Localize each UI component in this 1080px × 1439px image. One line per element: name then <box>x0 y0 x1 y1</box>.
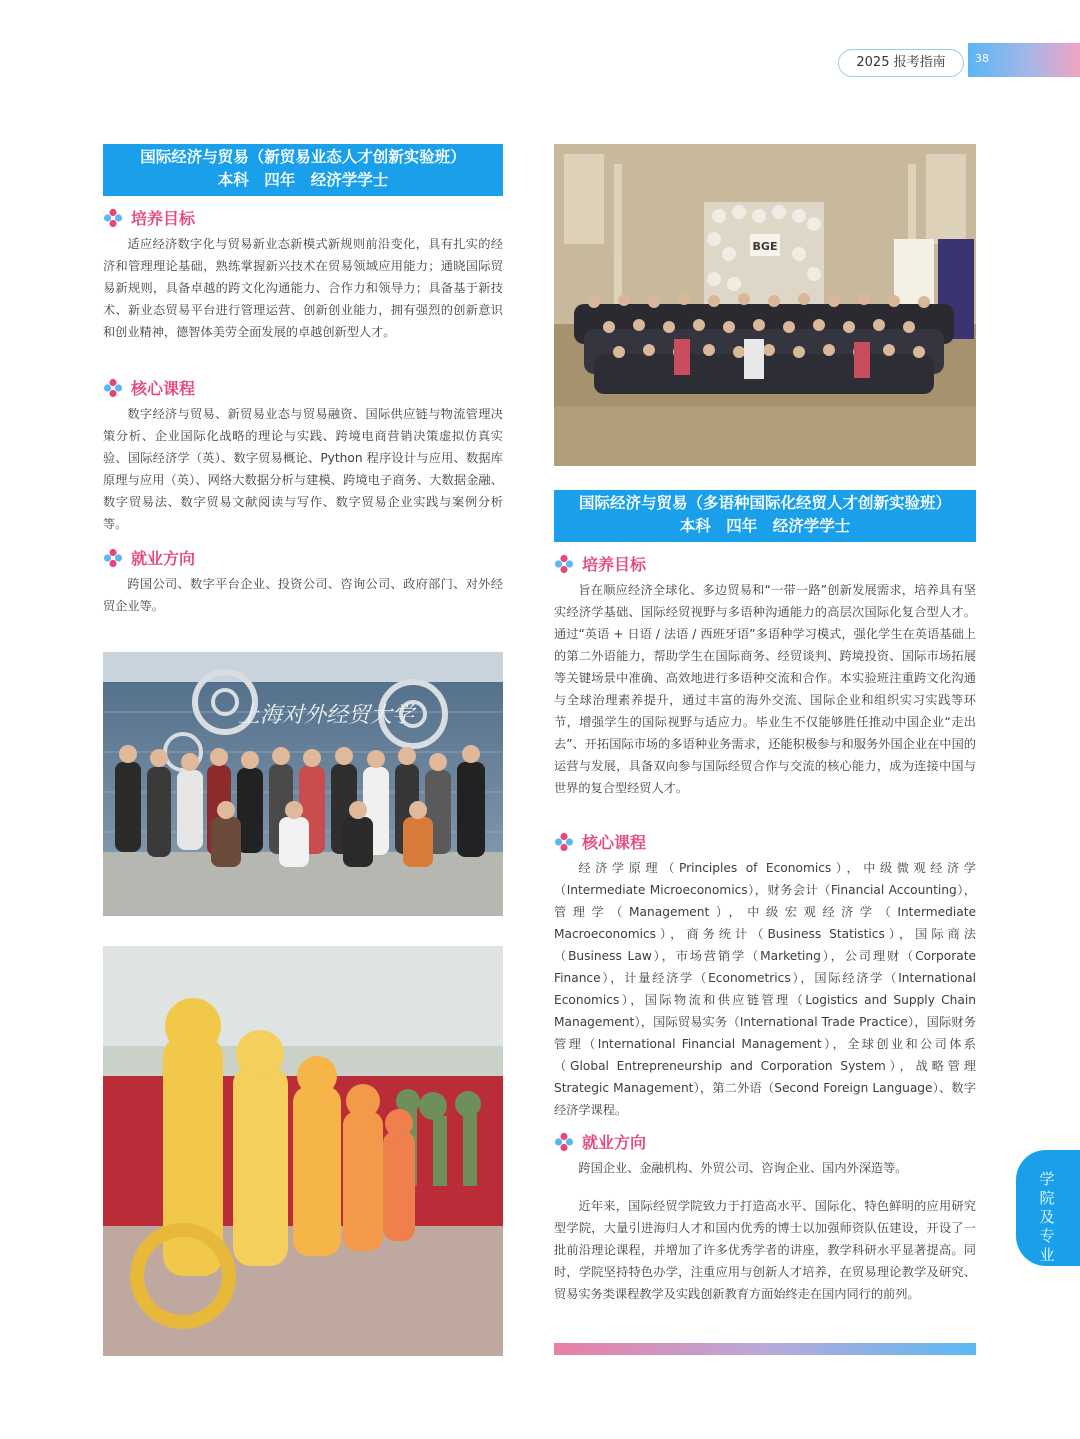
guide-title-pill <box>838 49 964 77</box>
campus-sculpture-photo <box>103 946 503 1356</box>
student-group-photo <box>103 652 503 916</box>
flower-bullet-icon <box>103 208 123 228</box>
flower-bullet-icon <box>554 554 574 574</box>
conference-group-photo <box>554 144 976 466</box>
program2-banner <box>554 490 976 542</box>
program1-goal-heading: 培养目标 <box>103 207 503 229</box>
building-sign-text: 上海对外经贸大学 <box>238 703 415 728</box>
flower-bullet-icon <box>554 832 574 852</box>
program1-banner-title: 国际经济与贸易（新贸易业态人才创新实验班） <box>140 148 466 166</box>
program1-banner-degree: 本科 四年 经济学学士 <box>217 171 389 189</box>
side-tab-label: 学院及专业 <box>1039 1170 1055 1264</box>
program2-goal-heading: 培养目标 <box>554 553 976 575</box>
program1-course-heading: 核心课程 <box>103 377 503 399</box>
college-summary-text: 近年来，国际经贸学院致力于打造高水平、国际化、特色鲜明的应用研究型学院，大量引进海归人才和国内优秀的博士以加强师资队伍建设，开设了一批前沿理论课程，并增加了许多优秀学者的讲座，教学科研水平显著提高。同时，学院坚持特色办学，注重应用与创新人才培养，在贸易理论教学及研究、贸易实务类课程教学及实践创新教育方面始终走在国内同行的前列。 <box>554 1199 976 1301</box>
program1-course-text: 数字经济与贸易、新贸易业态与贸易融资、国际供应链与物流管理决策分析、企业国际化战略的理论与实践、跨境电商营销决策虚拟仿真实验、国际经济学（英）、数字贸易概论、Python 程序设计与应用、数据库原理与应用（英）、网络大数据分析与建模、跨境电子商务、大数据金融、数字贸易法、数字贸易文献阅读与写作、数字贸易企业实践与案例分析等。 <box>103 407 503 531</box>
section-side-tab <box>1016 1150 1080 1266</box>
bottom-gradient-bar <box>554 1343 976 1355</box>
flower-bullet-icon <box>103 548 123 568</box>
program2-career-heading: 就业方向 <box>554 1131 976 1153</box>
program2-career-text: 跨国企业、金融机构、外贸公司、咨询企业、国内外深造等。 <box>578 1161 908 1175</box>
program1-goal-text: 适应经济数字化与贸易新业态新模式新规则前沿变化，具有扎实的经济和管理理论基础，熟练掌握新兴技术在贸易领域应用能力；通晓国际贸易新规则，具备卓越的跨文化沟通能力、合作力和领导力；具备基于新技术、新业态贸易平台进行管理运营、创新创业能力，拥有强烈的创新意识和创业精神，德智体美劳全面发展的卓越创新型人才。 <box>103 237 503 339</box>
program1-banner <box>103 144 503 196</box>
program2-course-text: 经济学原理（Principles of Economics），中级微观经济学（Intermediate Microeconomics），财务会计（Financial Accounting），管理学（Management），中级宏观经济学（Intermediate Macroeconomics），商务统计（Business Statistics），国际商法（Business Law），市场营销学（Marketing），公司理财（Corporate Finance），计量经济学（Econometrics），国际经济学（International Economics），国际物流和供应链管理（Logistics and Supply Chain Management），国际贸易实务（International Trade Practice），国际财务管理（International Financial Management），全球创业和公司体系（Global Entrepreneurship and Corporation System），战略管理 Strategic Management），第二外语（Second Foreign Language）、数字经济学课程。 <box>554 861 976 1117</box>
guide-title: 2025 报考指南 <box>856 55 946 70</box>
program1-career-text: 跨国公司、数字平台企业、投资公司、咨询公司、政府部门、对外经贸企业等。 <box>103 577 503 613</box>
program2-course-heading: 核心课程 <box>554 831 976 853</box>
conference-banner-text: BGE <box>752 240 778 253</box>
page-number: 38 <box>975 52 989 65</box>
program2-banner-title: 国际经济与贸易（多语种国际化经贸人才创新实验班） <box>578 494 951 512</box>
program2-goal-text: 旨在顺应经济全球化、多边贸易和“一带一路”创新发展需求，培养具有坚实经济学基础、国际经贸视野与多语种沟通能力的高层次国际化复合型人才。通过“英语 + 日语 / 法语 / 西班牙语”多语种学习模式，强化学生在英语基础上的第二外语能力，帮助学生在国际商务、经贸谈判、跨境投资、国际市场拓展等关键场景中准确、高效地进行多语种交流和合作。本实验班注重跨文化沟通与全球治理素养提升，通过丰富的海外交流、国际企业和组织实习实践等环节，增强学生的国际视野与适应力。毕业生不仅能够胜任推动中国企业“走出去”、开拓国际市场的多语种业务需求，还能积极参与和服务外国企业在中国的运营与发展，具备双向参与国际经贸合作与交流的核心能力，成为连接中国与世界的复合型经贸人才。 <box>554 583 976 795</box>
program2-banner-degree: 本科 四年 经济学学士 <box>679 517 851 535</box>
flower-bullet-icon <box>554 1132 574 1152</box>
flower-bullet-icon <box>103 378 123 398</box>
program1-career-heading: 就业方向 <box>103 547 503 569</box>
